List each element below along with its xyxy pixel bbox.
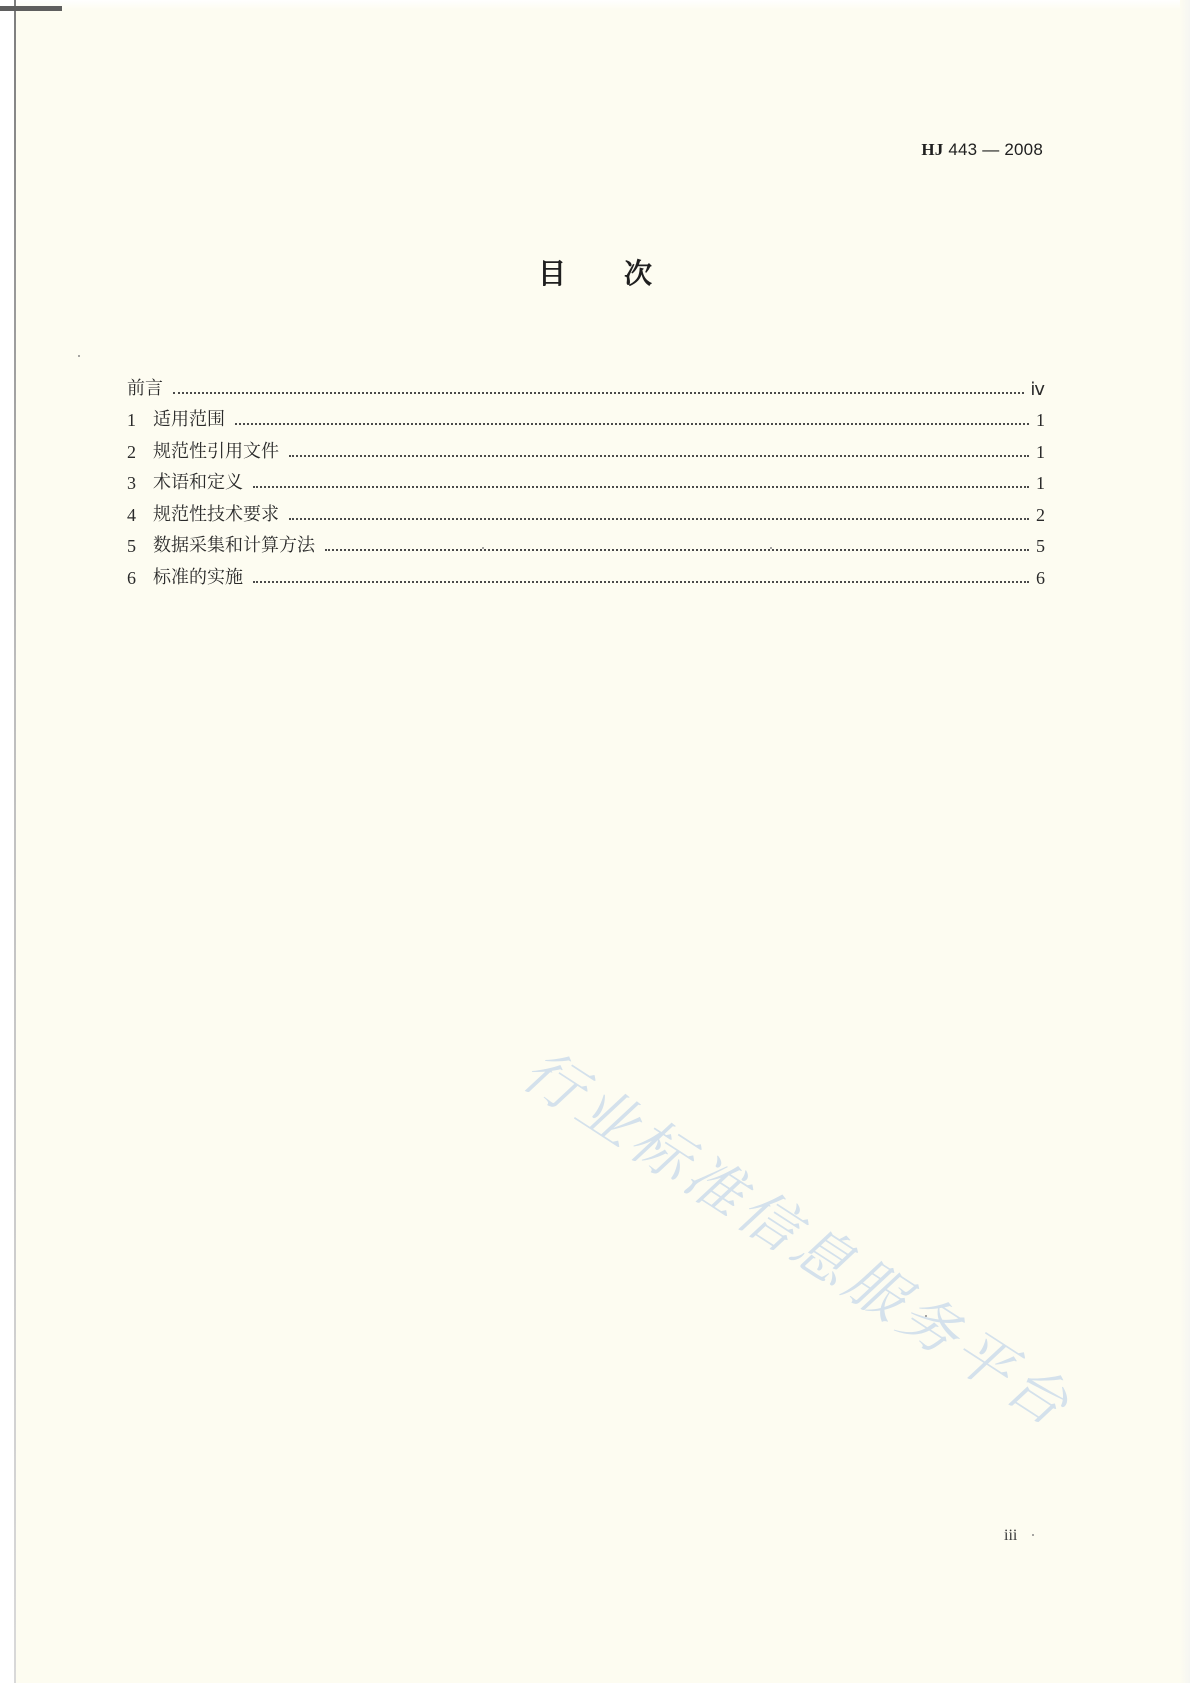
scan-speck [1032, 1534, 1034, 1536]
toc-entry-page: 5 [1036, 536, 1045, 556]
toc-entry-label: 规范性技术要求 [153, 503, 279, 525]
toc-dot-leader [289, 518, 1029, 520]
page-number: iii [1004, 1527, 1018, 1544]
scan-speck [78, 355, 80, 357]
watermark: 行业标准信息服务平台 [510, 1035, 1085, 1442]
toc-entry-2[interactable] [127, 431, 1045, 463]
toc-entry-number: 6 [127, 567, 136, 588]
toc-title: 目次 [537, 257, 710, 290]
scan-speck [925, 1315, 927, 1317]
toc-entry-label: 规范性引用文件 [153, 440, 279, 462]
toc-entry-5[interactable] [127, 526, 1045, 558]
toc-dot-leader [289, 455, 1029, 457]
document-code [921, 140, 1043, 160]
toc-entry-page: 1 [1036, 473, 1045, 493]
toc-entry-number: 1 [127, 410, 136, 430]
toc-entry-page: 6 [1036, 567, 1045, 588]
toc-dot-leader [173, 392, 1024, 394]
toc-entry-label: 术语和定义 [153, 472, 243, 493]
toc-dot-leader [235, 423, 1029, 425]
toc-entry-4[interactable] [127, 494, 1045, 526]
toc-entry-1[interactable] [127, 400, 1045, 432]
toc-dot-leader [253, 581, 1029, 583]
table-of-contents [127, 368, 1045, 589]
document-code-number: 443 — 2008 [943, 140, 1043, 159]
toc-dot-leader [253, 486, 1029, 488]
toc-entry-label: 标准的实施 [153, 566, 243, 588]
toc-entry-number: 3 [127, 473, 136, 493]
toc-entry-page: 1 [1036, 441, 1045, 462]
toc-entry-page: 1 [1036, 410, 1045, 430]
scan-top-edge [0, 0, 1190, 10]
document-code-prefix: HJ [921, 140, 944, 159]
scan-corner-mark [0, 6, 62, 11]
toc-entry-3[interactable] [127, 463, 1045, 495]
toc-entry-number: 2 [127, 441, 136, 462]
toc-entry-foreword[interactable] [127, 368, 1045, 400]
toc-dot-leader [325, 549, 1029, 551]
toc-entry-page: 2 [1036, 504, 1045, 525]
toc-entry-number: 4 [127, 504, 136, 525]
toc-entry-label: 前言 [127, 377, 163, 399]
toc-entry-label: 数据采集和计算方法 [153, 535, 315, 556]
toc-entry-6[interactable] [127, 557, 1045, 589]
toc-entry-label: 适用范围 [153, 409, 225, 430]
toc-entry-page: ⅳ [1030, 378, 1045, 399]
toc-entry-number: 5 [127, 536, 136, 556]
